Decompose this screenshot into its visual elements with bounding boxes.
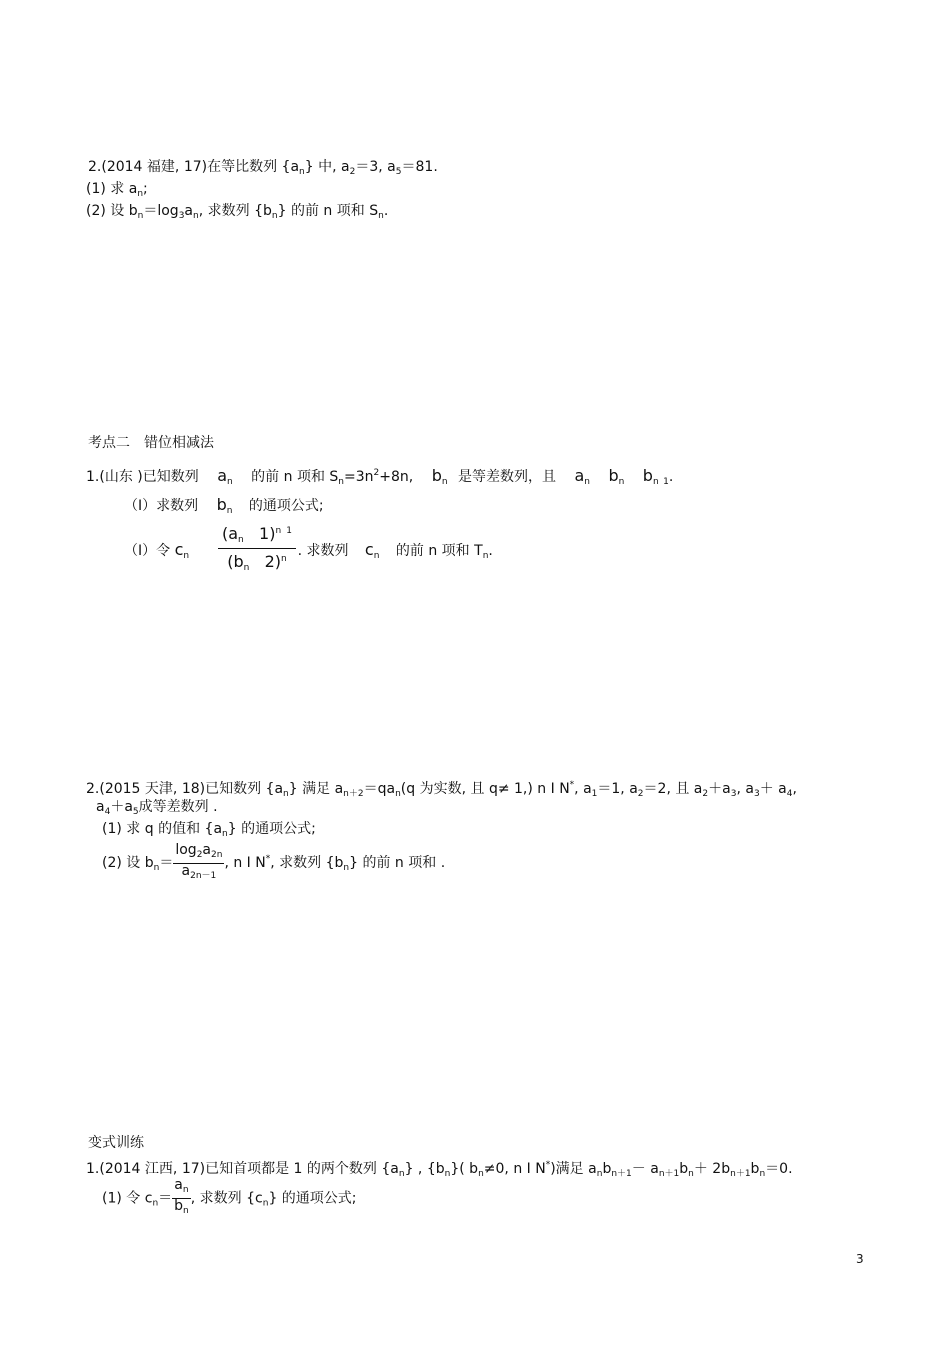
bn-fraction: [173, 843, 224, 884]
problem-2014-fujian-part1: (1) 求 $a_n$;: [86, 181, 148, 199]
problem-2014-fujian-part2: (2) 设 $b_n=\log_3a_n$, 求数列 $\{b_n\}$ 的前 n 项和 $S_n$.: [86, 203, 389, 221]
cn-fraction: [218, 524, 296, 573]
problem-shandong-part2: （Ⅰ）令 $c_n$ . 求数列 $c_n$ 的前 n 项和 $T_n$.: [124, 540, 493, 561]
problem-2015-tianjin-statement-cont: $a_4+a_5$成等差数列 .: [96, 799, 218, 817]
problem-shandong-part1: （Ⅰ）求数列 $b_n$ 的通项公式;: [124, 495, 324, 516]
section-title-misaligned-subtraction: 考点二 错位相减法: [88, 435, 214, 451]
problem-2015-tianjin-part2: (2) 设 $b_n=$ $\frac{\log_2a_{2n}}{a_{2n-1}}$ , n I N*, 求数列 $\{b_n\}$ 的前 n 项和 .: [102, 842, 445, 885]
problem-2014-jiangxi-statement: 1.(2014 江西, 17)已知首项都是 1 的两个数列 $\{a_n\}$ , $\{b_n\}$( $b_n\ne 0$, n I N*)满足 $a_nb_{n+1}- a_{n+1}b_n+ 2b_{n+1}b_n=0$.: [86, 1160, 793, 1179]
cn-fraction-numerator: ($a_n$ 1)$^n$ $^1$: [218, 524, 296, 549]
problem-2015-tianjin-part1: (1) 求 q 的值和 $\{a_n\}$ 的通项公式;: [102, 821, 316, 839]
problem-2014-jiangxi-part1: (1) 令 $c_n=$ $\frac{a_n}{b_n}$ , 求数列 $\{c_n\}$ 的通项公式;: [102, 1178, 357, 1221]
cn-ratio-fraction: [172, 1178, 191, 1219]
bn-fraction-denominator: $a_{2n-1}$: [181, 862, 217, 881]
problem-2014-fujian-statement: 2.(2014 福建, 17)在等比数列 $\{a_n\}$ 中, $a_2=3$, $a_5=81$.: [88, 159, 438, 177]
section-title-variant-training: 变式训练: [88, 1135, 144, 1151]
cn-ratio-denominator: $b_n$: [174, 1198, 189, 1216]
page-number: 3: [856, 1252, 864, 1266]
cn-fraction-denominator: ($b_n$ 2)$^n$: [227, 552, 287, 573]
cn-ratio-numerator: $a_n$: [172, 1178, 191, 1199]
problem-2015-tianjin-statement: 2.(2015 天津, 18)已知数列 $\{a_n\}$ 满足 $a_{n+2}=qa_n(q$ 为实数, 且 q≠ 1,) n I N*, $a_1=1$, $a_2=2$, 且 $a_2+a_3$, $a_3+ a_4$,: [86, 780, 797, 799]
bn-fraction-numerator: $\log_2a_{2n}$: [173, 843, 224, 864]
problem-shandong-statement: 1.(山东 )已知数列 $a_n$ 的前 n 项和 $S_n=3n^2+8n$, $b_n$ 是等差数列，且 $a_n$ $b_n$ $b_n$ $_1$.: [86, 466, 674, 487]
